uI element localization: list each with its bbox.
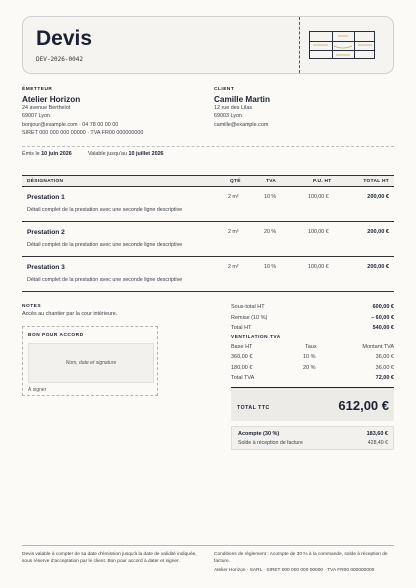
row-name: Prestation 3 xyxy=(27,264,65,271)
client-address2: 69003 Lyon xyxy=(214,113,242,119)
row-total: 200,00 € xyxy=(367,194,389,200)
vat-row-base: 180,00 € xyxy=(231,365,253,371)
validity-date-value: 10 juillet 2026 xyxy=(128,151,164,157)
table-row xyxy=(22,222,394,257)
row-total: 200,00 € xyxy=(367,229,389,235)
discount-label: Remise (10 %) xyxy=(231,315,268,321)
issue-date-prefix: Émis le xyxy=(22,151,40,157)
deposit-box xyxy=(231,426,394,450)
issuer-address1: 24 avenue Berthelot xyxy=(22,105,71,111)
perforation-line xyxy=(299,17,300,73)
footer-separator xyxy=(22,545,394,546)
row-unit-price: 100,00 € xyxy=(308,194,329,200)
row-vat: 10 % xyxy=(264,264,277,270)
vat-row-rate: 10 % xyxy=(303,354,316,360)
row-total: 200,00 € xyxy=(367,264,389,270)
deposit-value: 183,60 € xyxy=(366,431,388,437)
issue-date xyxy=(22,151,72,159)
issue-date-value: 10 juin 2026 xyxy=(41,151,72,157)
balance-value: 428,40 € xyxy=(367,440,388,446)
discount-value: – 60,00 € xyxy=(371,315,394,321)
col-qty: QTÉ xyxy=(230,179,241,184)
ttc-label: TOTAL TTC xyxy=(237,405,270,411)
issuer-name: Atelier Horizon xyxy=(22,95,81,104)
issuer-address2: 69007 Lyon xyxy=(22,113,50,119)
document-number: DEV-2026-0042 xyxy=(36,56,83,63)
total-ht-value: 540,00 € xyxy=(372,325,394,331)
table-row xyxy=(22,187,394,222)
vat-row-base: 360,00 € xyxy=(231,354,253,360)
col-unit-price: P.U. HT xyxy=(313,179,332,184)
approval-label: BON POUR ACCORD xyxy=(28,333,84,338)
row-unit-price: 100,00 € xyxy=(308,264,329,270)
separator xyxy=(22,146,394,147)
approval-box[interactable] xyxy=(22,326,158,396)
row-vat: 10 % xyxy=(264,194,277,200)
client-label: CLIENT xyxy=(214,87,235,92)
deposit-label: Acompte (30 %) xyxy=(238,431,280,437)
table-header xyxy=(22,175,394,187)
validity-date-prefix: Valable jusqu'au xyxy=(88,151,127,157)
vat-col-base: Base HT xyxy=(231,344,253,350)
row-name: Prestation 2 xyxy=(27,229,65,236)
row-vat: 20 % xyxy=(264,229,277,235)
vat-row-amount: 36,00 € xyxy=(375,354,394,360)
issuer-contact: bonjour@example.com · 04 78 00 00 00 xyxy=(22,122,119,128)
client-address1: 12 rue des Lilas xyxy=(214,105,253,111)
issuer-label: ÉMETTEUR xyxy=(22,87,53,92)
row-description: Détail complet de la prestation avec une seconde ligne descriptive xyxy=(27,242,183,248)
row-description: Détail complet de la prestation avec une seconde ligne descriptive xyxy=(27,207,183,213)
stamp-marks-icon xyxy=(310,32,376,60)
vat-breakdown-label: VENTILATION TVA xyxy=(231,335,281,340)
total-ht-label: Total HT xyxy=(231,325,252,331)
col-designation: DÉSIGNATION xyxy=(27,179,64,184)
table-row xyxy=(22,257,394,292)
footer-legal: Atelier Horizon · SARL · SIRET 000 000 000 00000 · TVA FR00 000000000 xyxy=(214,568,375,573)
notes-label: NOTES xyxy=(22,304,42,309)
total-vat-value: 72,00 € xyxy=(375,375,394,381)
col-total: TOTAL HT xyxy=(363,179,389,184)
issuer-ids: SIRET 000 000 000 00000 · TVA FR00 000000000 xyxy=(22,130,144,136)
footer-validity-text: Devis valable à compter de sa date d'émission jusqu'à la date de validité indiquée, sous réserve d'acceptation par le client. Bon pour accord à dater et signer. xyxy=(22,552,197,564)
row-qty: 2 m² xyxy=(228,264,239,270)
balance-label: Solde à réception de facture xyxy=(238,440,303,446)
notes-text: Accès au chantier par la cour intérieure. xyxy=(22,311,118,317)
footer-payment-terms: Conditions de règlement : Acompte de 30 % à la commande, solde à réception de facture. xyxy=(214,552,388,564)
ttc-box xyxy=(231,387,394,421)
document-title: Devis xyxy=(36,27,93,50)
client-email: camille@example.com xyxy=(214,122,269,128)
document-header xyxy=(22,16,394,74)
total-vat-label: Total TVA xyxy=(231,375,255,381)
sign-label: À signer xyxy=(28,387,47,393)
ttc-value: 612,00 € xyxy=(338,398,389,413)
row-qty: 2 m² xyxy=(228,194,239,200)
subtotal-label: Sous-total HT xyxy=(231,304,265,310)
vat-col-amount: Montant TVA xyxy=(362,344,394,350)
stamp-grid-icon xyxy=(309,31,375,59)
vat-col-rate: Taux xyxy=(305,344,317,350)
client-name: Camille Martin xyxy=(214,95,270,104)
row-qty: 2 m² xyxy=(228,229,239,235)
validity-date xyxy=(88,151,164,159)
row-description: Détail complet de la prestation avec une seconde ligne descriptive xyxy=(27,277,183,283)
row-unit-price: 100,00 € xyxy=(308,229,329,235)
col-vat: TVA xyxy=(266,179,277,184)
subtotal-value: 600,00 € xyxy=(372,304,394,310)
vat-row-amount: 36,00 € xyxy=(375,365,394,371)
vat-row-rate: 20 % xyxy=(303,365,316,371)
signature-placeholder: Nom, date et signature xyxy=(65,360,117,366)
row-name: Prestation 1 xyxy=(27,194,65,201)
signature-area[interactable] xyxy=(28,343,154,383)
